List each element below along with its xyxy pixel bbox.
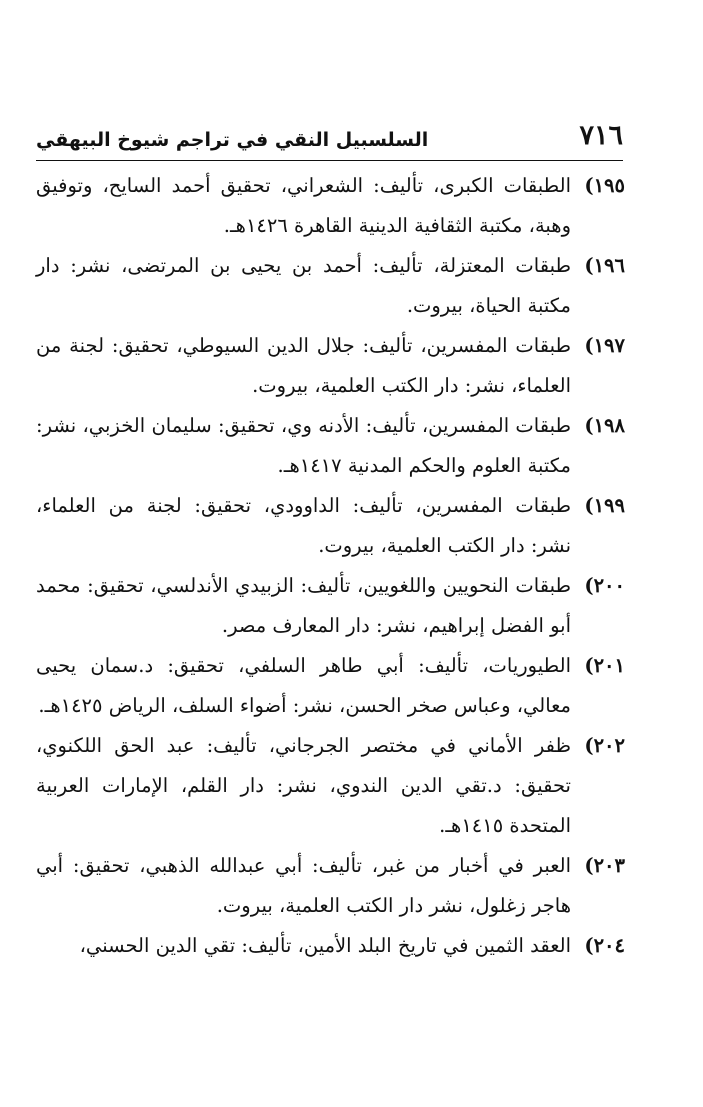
bibliography-entry [36, 246, 625, 326]
header-divider [36, 160, 623, 161]
bibliography-entry [36, 846, 625, 926]
entry-number: ١٩٧) [584, 334, 625, 357]
bibliography-list [36, 166, 625, 966]
bibliography-entry [36, 166, 625, 246]
entry-number: ٢٠٣) [584, 854, 625, 877]
bibliography-entry [36, 326, 625, 406]
entry-text: طبقات المفسرين، تأليف: الداوودي، تحقيق: لجنة من العلماء، نشر: دار الكتب العلمية، بيروت. [36, 494, 571, 557]
bibliography-entry [36, 646, 625, 726]
running-title: السلسبيل النقي في تراجم شيوخ البيهقي [36, 129, 429, 151]
entry-number: ٢٠١) [584, 654, 625, 677]
entry-number: ٢٠٤) [584, 934, 625, 957]
bibliography-entry [36, 566, 625, 646]
entry-number: ١٩٩) [584, 494, 625, 517]
entry-text: طبقات المفسرين، تأليف: جلال الدين السيوطي، تحقيق: لجنة من العلماء، نشر: دار الكتب العلمية، بيروت. [36, 334, 571, 397]
bibliography-entry [36, 406, 625, 486]
entry-text: العبر في أخبار من غبر، تأليف: أبي عبدالله الذهبي، تحقيق: أبي هاجر زغلول، نشر دار الكتب العلمية، بيروت. [36, 854, 571, 917]
page-number: ٧١٦ [579, 120, 623, 151]
entry-number: ١٩٥) [584, 174, 625, 197]
entry-text: طبقات المفسرين، تأليف: الأدنه وي، تحقيق: سليمان الخزبي، نشر: مكتبة العلوم والحكم المدنية ١٤١٧هـ. [36, 414, 571, 477]
bibliography-entry [36, 926, 625, 966]
entry-text: طبقات النحويين واللغويين، تأليف: الزبيدي الأندلسي، تحقيق: محمد أبو الفضل إبراهيم، نشر: دار المعارف مصر. [36, 574, 571, 637]
entry-number: ٢٠٢) [584, 734, 625, 757]
entry-text: الطيوريات، تأليف: أبي طاهر السلفي، تحقيق: د.سمان يحيى معالي، وعباس صخر الحسن، نشر: أضواء السلف، الرياض ١٤٢٥هـ. [36, 654, 571, 717]
page-header [36, 118, 623, 158]
entry-text: العقد الثمين في تاريخ البلد الأمين، تأليف: تقي الدين الحسني، [79, 934, 571, 957]
bibliography-entry [36, 486, 625, 566]
entry-text: ظفر الأماني في مختصر الجرجاني، تأليف: عبد الحق اللكنوي، تحقيق: د.تقي الدين الندوي، نشر: دار القلم، الإمارات العربية المتحدة ١٤١٥هـ. [36, 734, 571, 837]
bibliography-entry [36, 726, 625, 846]
entry-text: الطبقات الكبرى، تأليف: الشعراني، تحقيق أحمد السايح، وتوفيق وهبة، مكتبة الثقافية الدينية القاهرة ١٤٢٦هـ. [36, 174, 571, 237]
entry-number: ١٩٨) [584, 414, 625, 437]
entry-text: طبقات المعتزلة، تأليف: أحمد بن يحيى بن المرتضى، نشر: دار مكتبة الحياة، بيروت. [36, 254, 571, 317]
entry-number: ١٩٦) [584, 254, 625, 277]
entry-number: ٢٠٠) [584, 574, 625, 597]
